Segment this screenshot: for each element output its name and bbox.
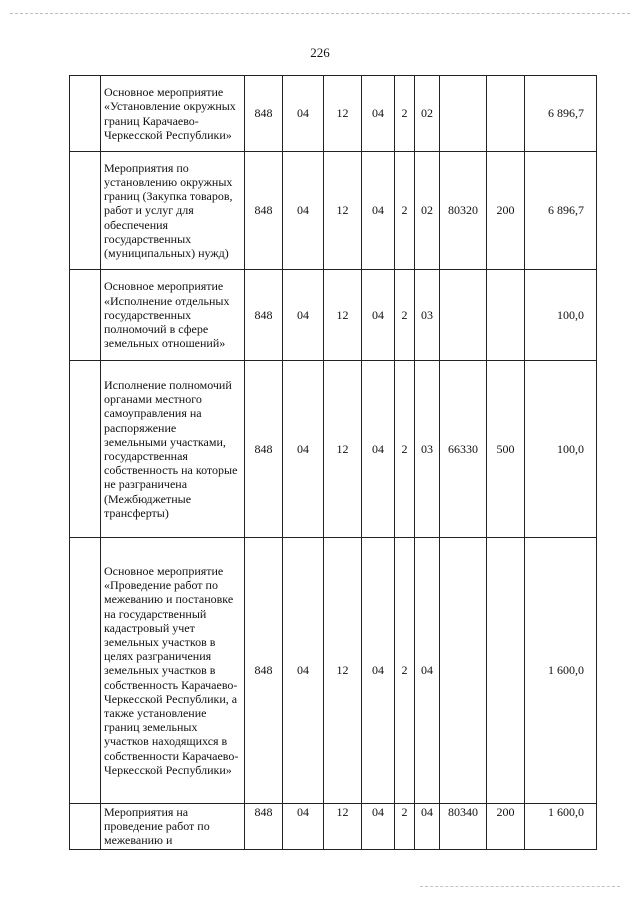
subprogram-code: 2 — [395, 76, 415, 152]
amount-value: 1 600,0 — [525, 538, 597, 804]
program-code: 04 — [362, 361, 395, 538]
amount-value: 100,0 — [525, 270, 597, 361]
row-name: Основное мероприятие «Исполнение отдельных государственных полномочий в сфере земельных отношений» — [101, 270, 245, 361]
section-code: 04 — [283, 361, 324, 538]
row-index-cell — [70, 361, 101, 538]
program-code: 04 — [362, 76, 395, 152]
row-name: Основное мероприятие «Проведение работ по межеванию и постановке на государственный кадастровый учет земельных участков в целях разграничения земельных участков в собственность Карачаево-Черкесской Республики, а также установление границ земельных участков находящихся в собственности Карачаево-Черкесской Республики» — [101, 538, 245, 804]
subsection-code: 12 — [324, 361, 362, 538]
event-code: 03 — [415, 361, 440, 538]
expense-type-code — [487, 76, 525, 152]
top-scan-rule — [10, 13, 630, 14]
subsection-code: 12 — [324, 804, 362, 850]
amount-value: 100,0 — [525, 361, 597, 538]
subprogram-code: 2 — [395, 270, 415, 361]
amount-value: 6 896,7 — [525, 152, 597, 270]
subprogram-code: 2 — [395, 538, 415, 804]
subprogram-code: 2 — [395, 361, 415, 538]
section-code: 04 — [283, 270, 324, 361]
direction-code: 66330 — [440, 361, 487, 538]
expense-type-code — [487, 270, 525, 361]
program-code: 04 — [362, 538, 395, 804]
event-code: 04 — [415, 538, 440, 804]
budget-table — [69, 75, 597, 850]
ministry-code: 848 — [245, 804, 283, 850]
row-name: Исполнение полномочий органами местного самоуправления на распоряжение земельными участками, государственная собственность на которые не разграничена (Межбюджетные трансферты) — [101, 361, 245, 538]
subsection-code: 12 — [324, 152, 362, 270]
event-code: 03 — [415, 270, 440, 361]
ministry-code: 848 — [245, 152, 283, 270]
program-code: 04 — [362, 270, 395, 361]
event-code: 02 — [415, 152, 440, 270]
section-code: 04 — [283, 76, 324, 152]
section-code: 04 — [283, 804, 324, 850]
expense-type-code: 200 — [487, 804, 525, 850]
amount-value: 6 896,7 — [525, 76, 597, 152]
direction-code — [440, 538, 487, 804]
section-code: 04 — [283, 152, 324, 270]
page-number: 226 — [310, 45, 330, 60]
row-index-cell — [70, 804, 101, 850]
ministry-code: 848 — [245, 361, 283, 538]
row-index-cell — [70, 76, 101, 152]
expense-type-code — [487, 538, 525, 804]
table-row — [70, 76, 597, 152]
table-row — [70, 152, 597, 270]
row-index-cell — [70, 270, 101, 361]
direction-code — [440, 270, 487, 361]
event-code: 02 — [415, 76, 440, 152]
program-code: 04 — [362, 804, 395, 850]
amount-value: 1 600,0 — [525, 804, 597, 850]
subprogram-code: 2 — [395, 152, 415, 270]
row-index-cell — [70, 538, 101, 804]
table-row — [70, 804, 597, 850]
ministry-code: 848 — [245, 76, 283, 152]
subprogram-code: 2 — [395, 804, 415, 850]
row-name: Основное мероприятие «Установление окружных границ Карачаево-Черкесской Республики» — [101, 76, 245, 152]
direction-code — [440, 76, 487, 152]
row-name: Мероприятия на проведение работ по межеванию и — [101, 804, 245, 850]
event-code: 04 — [415, 804, 440, 850]
ministry-code: 848 — [245, 538, 283, 804]
table-row — [70, 270, 597, 361]
expense-type-code: 500 — [487, 361, 525, 538]
subsection-code: 12 — [324, 270, 362, 361]
direction-code: 80340 — [440, 804, 487, 850]
table-row — [70, 361, 597, 538]
ministry-code: 848 — [245, 270, 283, 361]
row-index-cell — [70, 152, 101, 270]
table-row — [70, 538, 597, 804]
section-code: 04 — [283, 538, 324, 804]
direction-code: 80320 — [440, 152, 487, 270]
program-code: 04 — [362, 152, 395, 270]
subsection-code: 12 — [324, 538, 362, 804]
subsection-code: 12 — [324, 76, 362, 152]
row-name: Мероприятия по установлению окружных границ (Закупка товаров, работ и услуг для обеспечения государственных (муниципальных) нужд) — [101, 152, 245, 270]
expense-type-code: 200 — [487, 152, 525, 270]
bottom-scan-rule — [420, 886, 620, 887]
